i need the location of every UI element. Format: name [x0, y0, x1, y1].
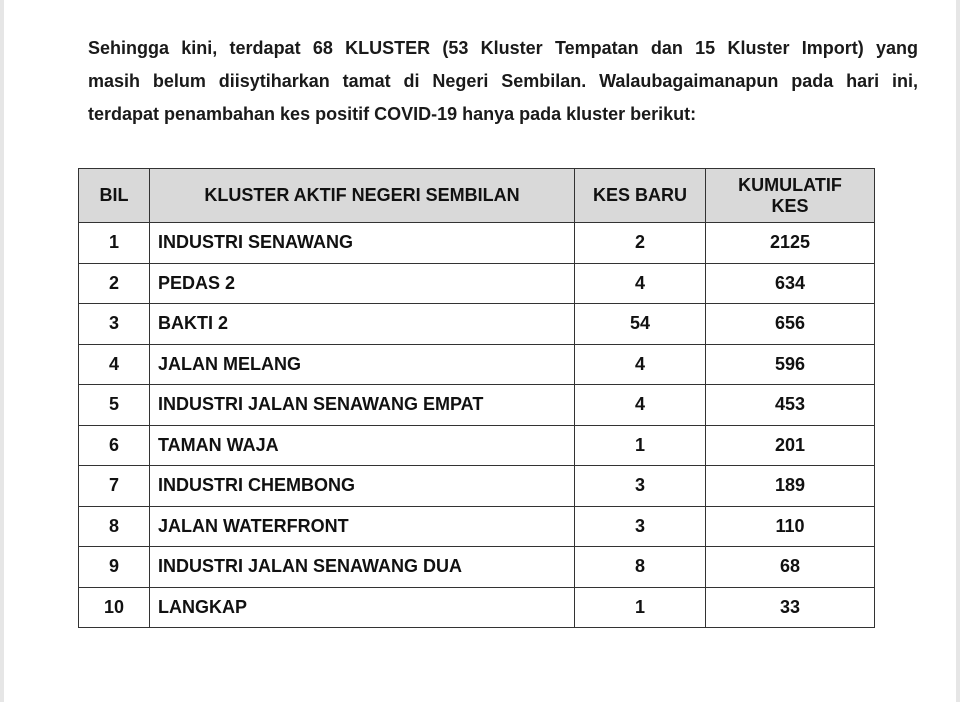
- table-row: [79, 425, 875, 466]
- intro-line-3: terdapat penambahan kes positif COVID-19 hanya pada kluster berikut:: [88, 104, 697, 124]
- table-row: [79, 344, 875, 385]
- cell-bil: 2: [79, 263, 150, 304]
- cell-cluster-name: LANGKAP: [150, 587, 575, 628]
- cluster-table: [78, 168, 875, 628]
- cell-cumulative-cases: 634: [706, 263, 875, 304]
- cell-new-cases: 8: [575, 547, 706, 588]
- table-row: [79, 223, 875, 264]
- cell-cluster-name: JALAN MELANG: [150, 344, 575, 385]
- cell-bil: 3: [79, 304, 150, 345]
- table-row: [79, 506, 875, 547]
- cell-cumulative-cases: 2125: [706, 223, 875, 264]
- header-cumulative-line-2: KES: [771, 195, 809, 216]
- cell-cumulative-cases: 656: [706, 304, 875, 345]
- cell-cluster-name: PEDAS 2: [150, 263, 575, 304]
- cell-bil: 7: [79, 466, 150, 507]
- cell-bil: 6: [79, 425, 150, 466]
- cell-cumulative-cases: 201: [706, 425, 875, 466]
- cell-cluster-name: INDUSTRI JALAN SENAWANG EMPAT: [150, 385, 575, 426]
- cell-new-cases: 3: [575, 506, 706, 547]
- cell-bil: 10: [79, 587, 150, 628]
- cell-cumulative-cases: 110: [706, 506, 875, 547]
- intro-line-2: masih belum diisytiharkan tamat di Negeri Sembilan. Walaubagaimanapun pada hari ini,: [88, 71, 918, 91]
- cell-new-cases: 3: [575, 466, 706, 507]
- intro-line-1: Sehingga kini, terdapat 68 KLUSTER (53 Kluster Tempatan dan 15 Kluster Import) yang: [88, 38, 918, 58]
- cell-bil: 8: [79, 506, 150, 547]
- intro-paragraph: [88, 32, 918, 131]
- header-cumulative-cases: [706, 169, 875, 223]
- header-new-cases: KES BARU: [575, 169, 706, 223]
- cell-cluster-name: BAKTI 2: [150, 304, 575, 345]
- cell-bil: 9: [79, 547, 150, 588]
- table-header: [79, 169, 875, 223]
- cell-cumulative-cases: 596: [706, 344, 875, 385]
- cell-new-cases: 4: [575, 344, 706, 385]
- cell-bil: 1: [79, 223, 150, 264]
- cell-new-cases: 54: [575, 304, 706, 345]
- table-row: [79, 587, 875, 628]
- cell-bil: 4: [79, 344, 150, 385]
- header-bil: BIL: [79, 169, 150, 223]
- cell-cumulative-cases: 33: [706, 587, 875, 628]
- cell-bil: 5: [79, 385, 150, 426]
- cell-new-cases: 1: [575, 425, 706, 466]
- cell-cumulative-cases: 189: [706, 466, 875, 507]
- table-row: [79, 304, 875, 345]
- cell-cluster-name: INDUSTRI JALAN SENAWANG DUA: [150, 547, 575, 588]
- cell-cluster-name: JALAN WATERFRONT: [150, 506, 575, 547]
- table-row: [79, 263, 875, 304]
- cell-cumulative-cases: 68: [706, 547, 875, 588]
- cell-new-cases: 1: [575, 587, 706, 628]
- cell-cluster-name: TAMAN WAJA: [150, 425, 575, 466]
- table-body: [79, 223, 875, 628]
- cell-new-cases: 2: [575, 223, 706, 264]
- cell-cluster-name: INDUSTRI SENAWANG: [150, 223, 575, 264]
- cell-new-cases: 4: [575, 263, 706, 304]
- cell-new-cases: 4: [575, 385, 706, 426]
- header-cluster-name: KLUSTER AKTIF NEGERI SEMBILAN: [150, 169, 575, 223]
- table-row: [79, 547, 875, 588]
- table-row: [79, 466, 875, 507]
- cell-cluster-name: INDUSTRI CHEMBONG: [150, 466, 575, 507]
- table-row: [79, 385, 875, 426]
- header-cumulative-line-1: KUMULATIF: [738, 174, 842, 195]
- header-row: [79, 169, 875, 223]
- cell-cumulative-cases: 453: [706, 385, 875, 426]
